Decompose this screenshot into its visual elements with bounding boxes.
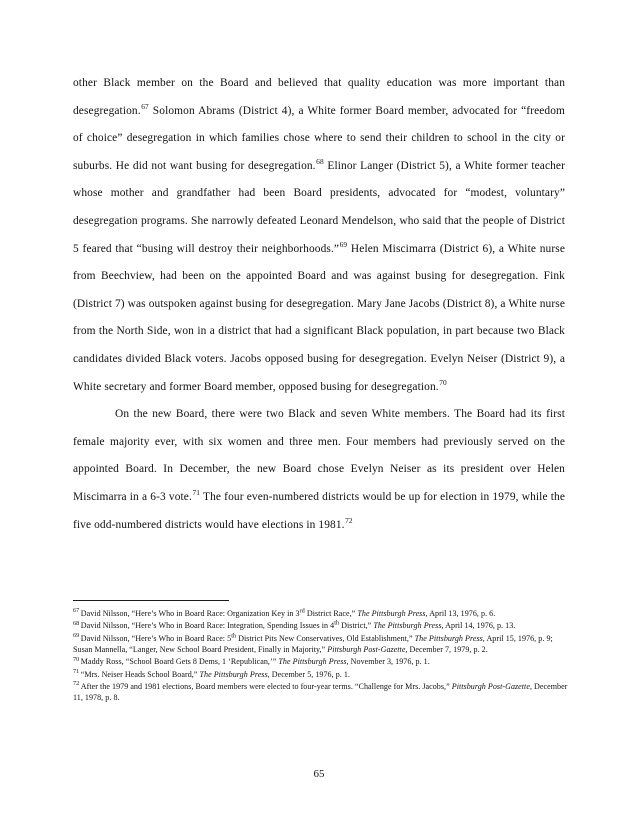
footnote-item	[73, 681, 569, 703]
footnote-ordinal-suffix: th	[334, 619, 340, 627]
body-text-run: Helen Miscimarra (District 6), a White nurse from Beechview, had been on the appointed Board and was against busing for desegregation. Fink (District 7) was outspoken against busing for desegregation. Mary Jane Jacobs (District 8), a White nurse from the North Side, won in a district that had a significant Black population, in part because two Black candidates divided Black voters. Jacobs opposed busing for desegregation. Evelyn Neiser (District 9), a White secretary and former Board member, opposed busing for desegregation.	[73, 242, 565, 393]
footnote-reference[interactable]: 67	[141, 101, 149, 111]
footnote-ordinal-suffix: th	[231, 632, 237, 640]
footnote-publication-title: The Pittsburgh Press	[414, 633, 483, 643]
footnote-item	[73, 633, 569, 655]
footnote-publication-title: The Pittsburgh Press	[199, 669, 268, 679]
footnote-section	[73, 600, 569, 705]
footnote-reference[interactable]: 70	[439, 377, 447, 387]
body-paragraph	[73, 70, 565, 401]
body-text-run: The four even-numbered districts would be up for election in 1979, while the five odd-numbered districts would have elections in 1981.	[73, 490, 565, 531]
footnote-publication-title: Pittsburgh Post-Gazette	[327, 644, 406, 654]
footnote-number[interactable]: 69	[73, 632, 80, 640]
footnote-number[interactable]: 70	[73, 655, 80, 663]
footnote-text-run: , November 3, 1976, p. 1.	[346, 657, 430, 667]
footnote-reference[interactable]: 72	[345, 515, 353, 525]
footnote-publication-title: The Pittsburgh Press	[373, 621, 442, 631]
footnote-text-run: David Nilsson, “Here’s Who in Board Race: 5	[80, 633, 232, 643]
footnote-text-run: , December 5, 1976, p. 1.	[267, 669, 351, 679]
footnote-item	[73, 608, 569, 619]
footnote-ordinal-suffix: rd	[299, 607, 305, 615]
footnote-text-run: After the 1979 and 1981 elections, Board members were elected to four-year terms. “Challenge for Mrs. Jacobs,”	[80, 682, 452, 692]
body-text-run: Elinor Langer (District 5), a White former teacher whose mother and grandfather had been Board presidents, advocated for “modest, voluntary” desegregation programs. She narrowly defeated Leonard Mendelson, who said that the people of District 5 feared that “busing will destroy their neighborhoods.”	[73, 159, 566, 255]
body-text-run: On the new Board, there were two Black and seven White members. The Board had its first female majority ever, with six women and three men. Four members had previously served on the appointed Board. In December, the new Board chose Evelyn Neiser as its president over Helen Miscimarra in a 6-3 vote.	[73, 408, 565, 503]
footnote-text-run: District Pits New Conservatives, Old Establishment,”	[236, 633, 415, 643]
body-text-run: Solomon Abrams (District 4), a White former Board member, advocated for “freedom of choice” desegregation in which families chose where to send their children to school in the city or suburbs. He did not want busing for desegregation.	[73, 104, 565, 172]
footnote-text-run: District,”	[339, 621, 374, 631]
footnote-list	[73, 608, 569, 704]
footnote-number[interactable]: 68	[73, 619, 80, 627]
footnote-text-run: David Nilsson, “Here’s Who in Board Race: Organization Key in 3	[80, 609, 300, 618]
footnote-reference[interactable]: 71	[192, 488, 201, 498]
page-body-content	[73, 70, 565, 539]
footnote-reference[interactable]: 68	[316, 156, 324, 166]
footnote-text-run: , April 15, 1976, p. 9; Susan Mannella, “Langer, New School Board President, Finally in Majority,”	[73, 633, 553, 654]
body-text-run: other Black member on the Board and believed that quality education was more important than desegregation.	[73, 77, 565, 117]
footnote-text-run: , December 11, 1978, p. 8.	[73, 682, 568, 703]
footnote-text-run: , December 7, 1979, p. 2.	[405, 644, 488, 654]
footnote-separator-rule	[73, 600, 229, 601]
footnote-item	[73, 656, 569, 667]
footnote-text-run: , April 14, 1976, p. 13.	[441, 621, 516, 631]
footnote-reference[interactable]: 69	[339, 239, 348, 249]
body-text-block	[73, 70, 565, 539]
footnote-publication-title: The Pittsburgh Press	[278, 657, 347, 667]
page-number: 65	[313, 768, 325, 780]
footnote-text-run: David Nilsson, “Here’s Who in Board Race: Integration, Spending Issues in 4	[80, 621, 335, 631]
footnote-publication-title: The Pittsburgh Press	[357, 609, 426, 618]
footnote-text-run: “Mrs. Neiser Heads School Board,”	[80, 669, 200, 679]
footnote-number[interactable]: 67	[73, 607, 80, 615]
footnote-text-run: , April 13, 1976, p. 6.	[425, 609, 496, 618]
footnote-text-run: District Race,”	[304, 609, 358, 618]
footnote-publication-title: Pittsburgh Post-Gazette	[451, 682, 530, 692]
footnote-number[interactable]: 71	[73, 668, 80, 676]
footnote-text-run: Maddy Ross, “School Board Gets 8 Dems, 1 ‘Republican,’”	[80, 657, 279, 667]
footnote-item	[73, 669, 569, 680]
footnote-item	[73, 620, 569, 631]
body-paragraph	[73, 401, 565, 539]
footnote-number[interactable]: 72	[73, 680, 80, 688]
